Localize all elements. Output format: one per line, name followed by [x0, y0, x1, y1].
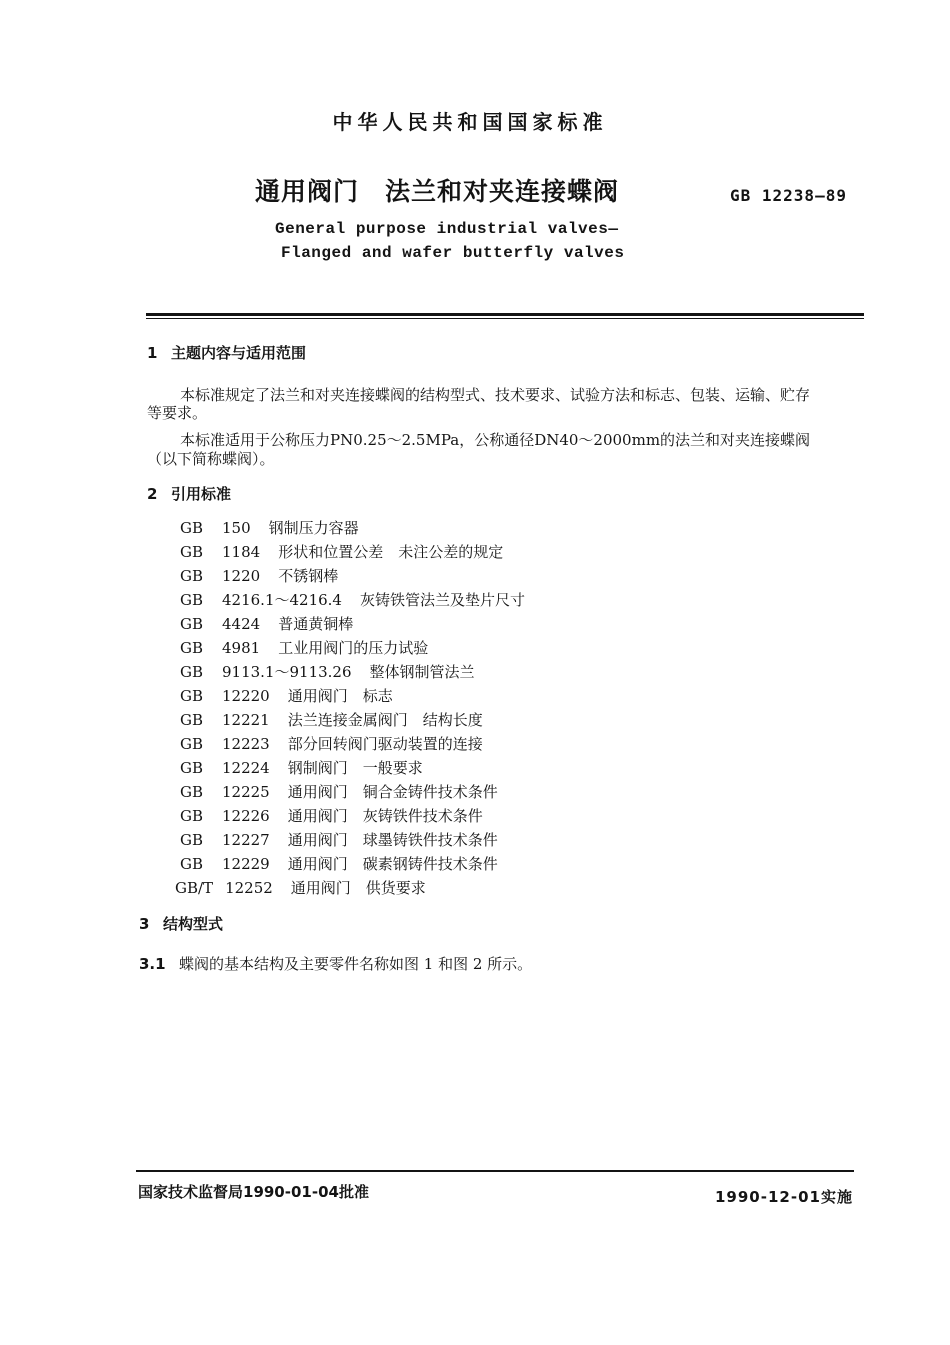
reference-title: 通用阀门 铜合金铸件技术条件 [287, 783, 498, 801]
chinese-title [255, 172, 619, 208]
reference-code: GB [180, 735, 204, 753]
reference-code: GB [180, 639, 204, 657]
section-3-title: 结构型式 [163, 915, 224, 933]
reference-code: GB/T [175, 879, 214, 897]
reference-item [175, 877, 426, 898]
section-1-para1-line1: 本标准规定了法兰和对夹连接蝶阀的结构型式、技术要求、试验方法和标志、包装、运输、贮存 [180, 386, 811, 404]
reference-number: 4981 [222, 639, 261, 657]
section-2-number: 2 [147, 485, 158, 503]
reference-item [180, 805, 483, 826]
reference-title: 灰铸铁管法兰及垫片尺寸 [359, 591, 525, 609]
chinese-title-part1: 通用阀门 [255, 177, 360, 206]
reference-item [180, 853, 498, 874]
reference-title: 通用阀门 灰铸铁件技术条件 [287, 807, 483, 825]
reference-number: 12226 [222, 807, 270, 825]
reference-item [180, 613, 353, 634]
reference-code: GB [180, 687, 204, 705]
reference-number: 150 [222, 519, 251, 537]
reference-code: GB [180, 711, 204, 729]
reference-code: GB [180, 855, 204, 873]
section-2-title: 引用标准 [171, 485, 232, 503]
reference-number: 12227 [222, 831, 270, 849]
section-1-para1-line2: 等要求。 [147, 404, 208, 422]
reference-item [180, 517, 359, 538]
reference-item [180, 637, 428, 658]
section-2-heading [147, 483, 231, 504]
reference-title: 部分回转阀门驱动装置的连接 [287, 735, 483, 753]
reference-item [180, 541, 503, 562]
reference-title: 形状和位置公差 未注公差的规定 [278, 543, 504, 561]
reference-code: GB [180, 663, 204, 681]
reference-title: 不锈钢棒 [278, 567, 339, 585]
subsection-3-1-number: 3.1 [139, 955, 166, 973]
implementation-date: 1990-12-01实施 [715, 1188, 853, 1206]
reference-code: GB [180, 543, 204, 561]
reference-title: 通用阀门 碳素钢铸件技术条件 [287, 855, 498, 873]
english-title-line2: Flanged and wafer butterfly valves [281, 244, 625, 262]
section-3-number: 3 [139, 915, 150, 933]
english-title-line1: General purpose industrial valves— [275, 220, 619, 238]
reference-title: 整体钢制管法兰 [369, 663, 475, 681]
reference-number: 12229 [222, 855, 270, 873]
section-1-para2-line2: （以下简称蝶阀）。 [147, 450, 275, 468]
reference-number: 1184 [222, 543, 261, 561]
reference-item [180, 709, 483, 730]
standard-number: GB 12238—89 [730, 186, 847, 205]
reference-item [180, 829, 498, 850]
reference-title: 钢制阀门 一般要求 [287, 759, 423, 777]
reference-number: 12223 [222, 735, 270, 753]
reference-item [180, 589, 525, 610]
reference-number: 4424 [222, 615, 261, 633]
reference-number: 12252 [225, 879, 273, 897]
reference-title: 通用阀门 供货要求 [290, 879, 426, 897]
reference-number: 1220 [222, 567, 261, 585]
reference-code: GB [180, 783, 204, 801]
subsection-3-1-text: 蝶阀的基本结构及主要零件名称如图 1 和图 2 所示。 [179, 955, 533, 973]
reference-number: 12221 [222, 711, 270, 729]
section-3-heading [139, 913, 223, 934]
section-1-title: 主题内容与适用范围 [171, 344, 307, 362]
reference-item [180, 565, 338, 586]
reference-code: GB [180, 759, 204, 777]
footer-divider [136, 1170, 854, 1172]
reference-number: 9113.1～9113.26 [222, 663, 352, 681]
reference-item [180, 781, 498, 802]
reference-number: 12225 [222, 783, 270, 801]
reference-code: GB [180, 591, 204, 609]
reference-item [180, 733, 483, 754]
chinese-title-part2: 法兰和对夹连接蝶阀 [385, 177, 620, 206]
header-divider-thin [146, 318, 864, 319]
reference-item [180, 685, 393, 706]
reference-title: 工业用阀门的压力试验 [278, 639, 429, 657]
reference-code: GB [180, 567, 204, 585]
reference-code: GB [180, 615, 204, 633]
reference-item [180, 661, 475, 682]
reference-title: 通用阀门 球墨铸铁件技术条件 [287, 831, 498, 849]
subsection-3-1 [139, 953, 532, 974]
reference-title: 通用阀门 标志 [287, 687, 393, 705]
national-standard-header: 中华人民共和国国家标准 [332, 110, 608, 134]
reference-title: 普通黄铜棒 [278, 615, 354, 633]
section-1-para2-line1: 本标准适用于公称压力PN0.25～2.5MPa，公称通径DN40～2000mm的法兰和对夹连接蝶阀 [180, 431, 811, 449]
section-1-heading [147, 342, 306, 363]
reference-number: 4216.1～4216.4 [222, 591, 342, 609]
approval-date: 国家技术监督局1990-01-04批准 [138, 1183, 369, 1201]
reference-number: 12220 [222, 687, 270, 705]
reference-code: GB [180, 831, 204, 849]
reference-item [180, 757, 423, 778]
reference-title: 法兰连接金属阀门 结构长度 [287, 711, 483, 729]
reference-code: GB [180, 519, 204, 537]
reference-number: 12224 [222, 759, 270, 777]
reference-title: 钢制压力容器 [268, 519, 359, 537]
section-1-number: 1 [147, 344, 158, 362]
reference-code: GB [180, 807, 204, 825]
header-divider-thick [146, 313, 864, 316]
